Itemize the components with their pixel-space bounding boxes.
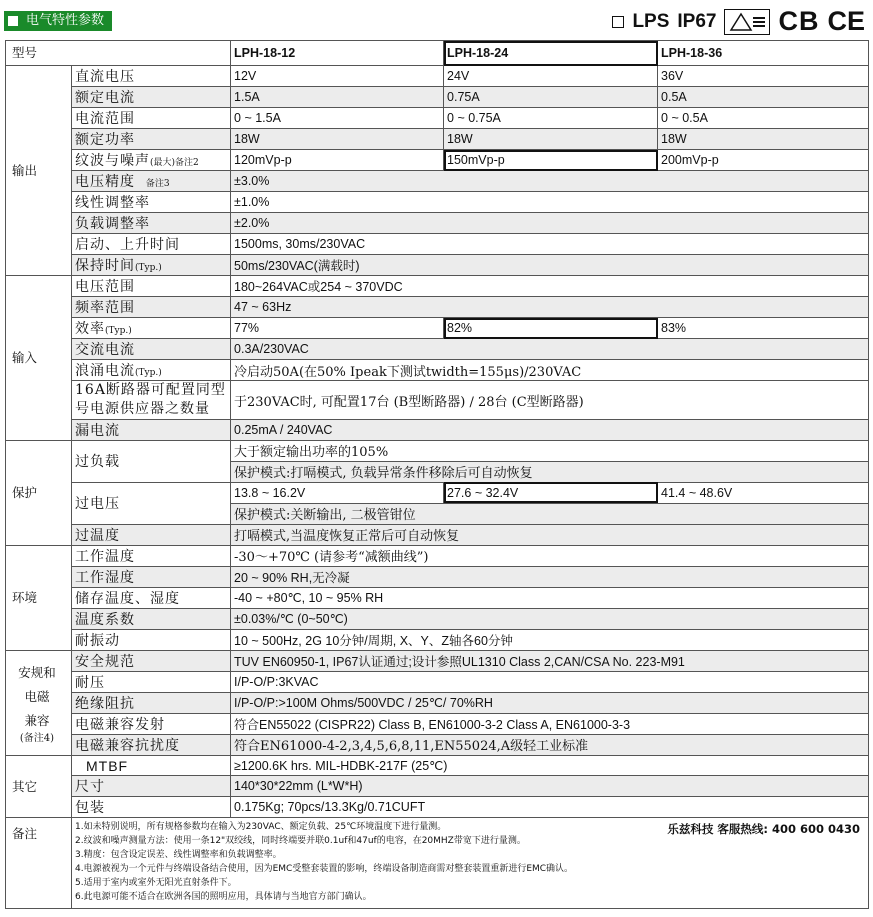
cell: ±3.0% bbox=[231, 171, 869, 192]
cell: I/P-O/P:3KVAC bbox=[231, 671, 869, 692]
certification-marks bbox=[612, 6, 865, 37]
cell: 0 ~ 1.5A bbox=[231, 108, 444, 129]
row-label bbox=[72, 318, 231, 339]
row-label: 额定电流 bbox=[72, 87, 231, 108]
row-label: 频率范围 bbox=[72, 297, 231, 318]
table-row bbox=[6, 150, 869, 171]
cell: 保护模式:打嗝模式, 负载异常条件移除后可自动恢复 bbox=[231, 461, 869, 482]
cell: 0.175Kg; 70pcs/13.3Kg/0.71CUFT bbox=[231, 797, 869, 818]
table-row bbox=[6, 255, 869, 276]
row-label: 启动、上升时间 bbox=[72, 234, 231, 255]
label-text: 纹波与噪声 bbox=[75, 153, 150, 169]
cell: 大于额定输出功率的105% bbox=[231, 441, 869, 462]
row-label: 储存温度、湿度 bbox=[72, 587, 231, 608]
model-3: LPH-18-36 bbox=[658, 41, 869, 66]
model-row bbox=[6, 41, 869, 66]
table-row bbox=[6, 650, 869, 671]
cell: 77% bbox=[231, 318, 444, 339]
model-2: LPH-18-24 bbox=[444, 41, 658, 66]
table-row bbox=[6, 360, 869, 381]
table-row bbox=[6, 692, 869, 713]
table-row bbox=[6, 318, 869, 339]
group-output: 输出 bbox=[6, 66, 72, 276]
cell: ±0.03%/℃ (0~50℃) bbox=[231, 608, 869, 629]
table-row bbox=[6, 441, 869, 462]
table-row bbox=[6, 566, 869, 587]
row-label: 温度系数 bbox=[72, 608, 231, 629]
label-note: 备注3 bbox=[145, 179, 170, 189]
cell: 冷启动50A(在50% Ipeak下测试twidth=155μs)/230VAC bbox=[231, 360, 869, 381]
row-label: MTBF bbox=[72, 755, 231, 776]
cell: I/P-O/P:>100M Ohms/500VDC / 25℃/ 70%RH bbox=[231, 692, 869, 713]
cell: 120mVp-p bbox=[231, 150, 444, 171]
row-label: 电磁兼容发射 bbox=[72, 713, 231, 734]
row-label: 耐振动 bbox=[72, 629, 231, 650]
row-label: 安全规范 bbox=[72, 650, 231, 671]
note-item: 3.精度：包含设定误差、线性调整率和负载调整率。 bbox=[75, 850, 282, 861]
label-text: 效率 bbox=[75, 321, 105, 337]
row-label: 线性调整率 bbox=[72, 192, 231, 213]
model-label: 型号 bbox=[6, 41, 231, 66]
cell: 82% bbox=[444, 318, 658, 339]
cell: 于230VAC时, 可配置17台 (B型断路器) / 28台 (C型断路器) bbox=[231, 381, 869, 420]
label-note: (Typ.) bbox=[105, 326, 132, 336]
table-row bbox=[6, 66, 869, 87]
class-ii-square-icon bbox=[612, 16, 624, 28]
selv-badge-icon bbox=[724, 9, 770, 35]
top-bar bbox=[0, 0, 873, 40]
label-text: 浪涌电流 bbox=[75, 363, 135, 379]
cell: 10 ~ 500Hz, 2G 10分钟/周期, X、Y、Z轴各60分钟 bbox=[231, 629, 869, 650]
cell: 47 ~ 63Hz bbox=[231, 297, 869, 318]
row-label: 绝缘阻抗 bbox=[72, 692, 231, 713]
group-line: 电磁 bbox=[24, 688, 50, 704]
row-label: 漏电流 bbox=[72, 420, 231, 441]
cell: 0 ~ 0.75A bbox=[444, 108, 658, 129]
group-line: 兼容 bbox=[24, 712, 50, 728]
row-label: 耐压 bbox=[72, 671, 231, 692]
notes-cell bbox=[72, 818, 869, 909]
table-row bbox=[6, 192, 869, 213]
table-row bbox=[6, 276, 869, 297]
cell: 200mVp-p bbox=[658, 150, 869, 171]
label-text: 电压精度 bbox=[75, 174, 135, 190]
section-title-tag bbox=[4, 11, 112, 31]
row-label: 包装 bbox=[72, 797, 231, 818]
row-label: 过负载 bbox=[72, 441, 231, 483]
cell: ≥1200.6K hrs. MIL-HDBK-217F (25℃) bbox=[231, 755, 869, 776]
cell: -40 ~ +80℃, 10 ~ 95% RH bbox=[231, 587, 869, 608]
table-row bbox=[6, 87, 869, 108]
cell: 符合EN55022 (CISPR22) Class B, EN61000-3-2 Class A, EN61000-3-3 bbox=[231, 713, 869, 734]
note-item: 5.适用于室内或室外无阳光直射条件下。 bbox=[75, 878, 237, 889]
table-row bbox=[6, 755, 869, 776]
note-item: 1.如未特别说明，所有规格参数均在输入为230VAC、额定负载、25℃环境温度下进行量测。 bbox=[75, 822, 447, 833]
note-item: 6.此电源可能不适合在欧洲各国的照明应用，具体请与当地官方部门确认。 bbox=[75, 892, 372, 903]
group-protection: 保护 bbox=[6, 441, 72, 546]
cell: 24V bbox=[444, 66, 658, 87]
table-row bbox=[6, 381, 869, 420]
table-row bbox=[6, 608, 869, 629]
table-row bbox=[6, 234, 869, 255]
cell: 打嗝模式,当温度恢复正常后可自动恢复 bbox=[231, 524, 869, 545]
group-note: (备注4) bbox=[19, 732, 55, 744]
label-text: 保持时间 bbox=[75, 258, 135, 274]
cell: 18W bbox=[444, 129, 658, 150]
group-notes: 备注 bbox=[6, 818, 72, 909]
triangle-logo-icon bbox=[727, 12, 767, 32]
spec-table bbox=[5, 40, 869, 909]
label-note: (最大) bbox=[150, 158, 176, 168]
table-row bbox=[6, 297, 869, 318]
row-label bbox=[72, 360, 231, 381]
notes-row bbox=[6, 818, 869, 909]
table-row bbox=[6, 524, 869, 545]
cell: ±1.0% bbox=[231, 192, 869, 213]
cell: 18W bbox=[658, 129, 869, 150]
cell: 150mVp-p bbox=[444, 150, 658, 171]
row-label bbox=[72, 255, 231, 276]
group-others: 其它 bbox=[6, 755, 72, 818]
table-row bbox=[6, 776, 869, 797]
cell: 0 ~ 0.5A bbox=[658, 108, 869, 129]
cell: 0.3A/230VAC bbox=[231, 339, 869, 360]
note-item: 4.电源被视为一个元件与终端设备结合使用，因为EMC受整套装置的影响，终端设备制造商需对整套装置重新进行EMC确认。 bbox=[75, 864, 574, 875]
cell: 0.75A bbox=[444, 87, 658, 108]
table-row bbox=[6, 129, 869, 150]
cell: ±2.0% bbox=[231, 213, 869, 234]
group-input: 输入 bbox=[6, 276, 72, 441]
table-row bbox=[6, 108, 869, 129]
cb-mark: CB bbox=[778, 6, 820, 36]
cell: 0.5A bbox=[658, 87, 869, 108]
table-row bbox=[6, 797, 869, 818]
table-row bbox=[6, 339, 869, 360]
cell: 83% bbox=[658, 318, 869, 339]
cell: TUV EN60950-1, IP67认证通过;设计参照UL1310 Class 2,CAN/CSA No. 223-M91 bbox=[231, 650, 869, 671]
cell: 18W bbox=[231, 129, 444, 150]
lps-mark: LPS bbox=[632, 10, 670, 32]
table-row bbox=[6, 482, 869, 503]
label-note: (Typ.) bbox=[135, 263, 162, 273]
row-label bbox=[72, 150, 231, 171]
cell: 180~264VAC或254 ~ 370VDC bbox=[231, 276, 869, 297]
cell: 27.6 ~ 32.4V bbox=[444, 482, 658, 503]
row-label: 工作湿度 bbox=[72, 566, 231, 587]
ip67-mark: IP67 bbox=[677, 10, 717, 32]
cell: 12V bbox=[231, 66, 444, 87]
cell: 0.25mA / 240VAC bbox=[231, 420, 869, 441]
cell: -30～+70℃ (请参考“减额曲线”) bbox=[231, 545, 869, 566]
group-safety-emc bbox=[6, 650, 72, 755]
table-row bbox=[6, 420, 869, 441]
table-row bbox=[6, 587, 869, 608]
table-row bbox=[6, 629, 869, 650]
row-label bbox=[72, 171, 231, 192]
row-label: 交流电流 bbox=[72, 339, 231, 360]
cell: 41.4 ~ 48.6V bbox=[658, 482, 869, 503]
table-row bbox=[6, 213, 869, 234]
model-1: LPH-18-12 bbox=[231, 41, 444, 66]
label-note: (Typ.) bbox=[135, 368, 162, 378]
row-label: 过温度 bbox=[72, 524, 231, 545]
row-label: 负载调整率 bbox=[72, 213, 231, 234]
cell: 36V bbox=[658, 66, 869, 87]
row-label: 电磁兼容抗扰度 bbox=[72, 734, 231, 755]
row-label: 过电压 bbox=[72, 482, 231, 524]
row-label: 尺寸 bbox=[72, 776, 231, 797]
cell: 13.8 ~ 16.2V bbox=[231, 482, 444, 503]
cell: 140*30*22mm (L*W*H) bbox=[231, 776, 869, 797]
cell: 50ms/230VAC(满载时) bbox=[231, 255, 869, 276]
hotline-text: 乐兹科技 客服热线: 400 600 0430 bbox=[667, 822, 861, 837]
group-line: 安规和 bbox=[18, 664, 56, 680]
section-title: 电气特性参数 bbox=[26, 13, 105, 28]
square-bullet-icon bbox=[8, 16, 18, 26]
cell: 1.5A bbox=[231, 87, 444, 108]
row-label: 电压范围 bbox=[72, 276, 231, 297]
cell: 保护模式:关断输出, 二极管钳位 bbox=[231, 503, 869, 524]
table-row bbox=[6, 713, 869, 734]
cell: 20 ~ 90% RH,无冷凝 bbox=[231, 566, 869, 587]
row-label: 直流电压 bbox=[72, 66, 231, 87]
cell: 1500ms, 30ms/230VAC bbox=[231, 234, 869, 255]
table-row bbox=[6, 671, 869, 692]
table-row bbox=[6, 171, 869, 192]
row-label: 额定功率 bbox=[72, 129, 231, 150]
note-item: 2.纹波和噪声测量方法：使用一条12"双绞线，同时终端要并联0.1uf和47uf的电容，在20MHZ带宽下进行量测。 bbox=[75, 836, 526, 847]
table-row bbox=[6, 545, 869, 566]
row-label: 电流范围 bbox=[72, 108, 231, 129]
ce-mark: CE bbox=[827, 6, 865, 36]
table-row bbox=[6, 734, 869, 755]
group-environment: 环境 bbox=[6, 545, 72, 650]
cell: 符合EN61000-4-2,3,4,5,6,8,11,EN55024,A级轻工业标准 bbox=[231, 734, 869, 755]
row-label: 16A断路器可配置同型号电源供应器之数量 bbox=[72, 381, 231, 420]
label-note2: 备注2 bbox=[175, 158, 199, 168]
row-label: 工作温度 bbox=[72, 545, 231, 566]
